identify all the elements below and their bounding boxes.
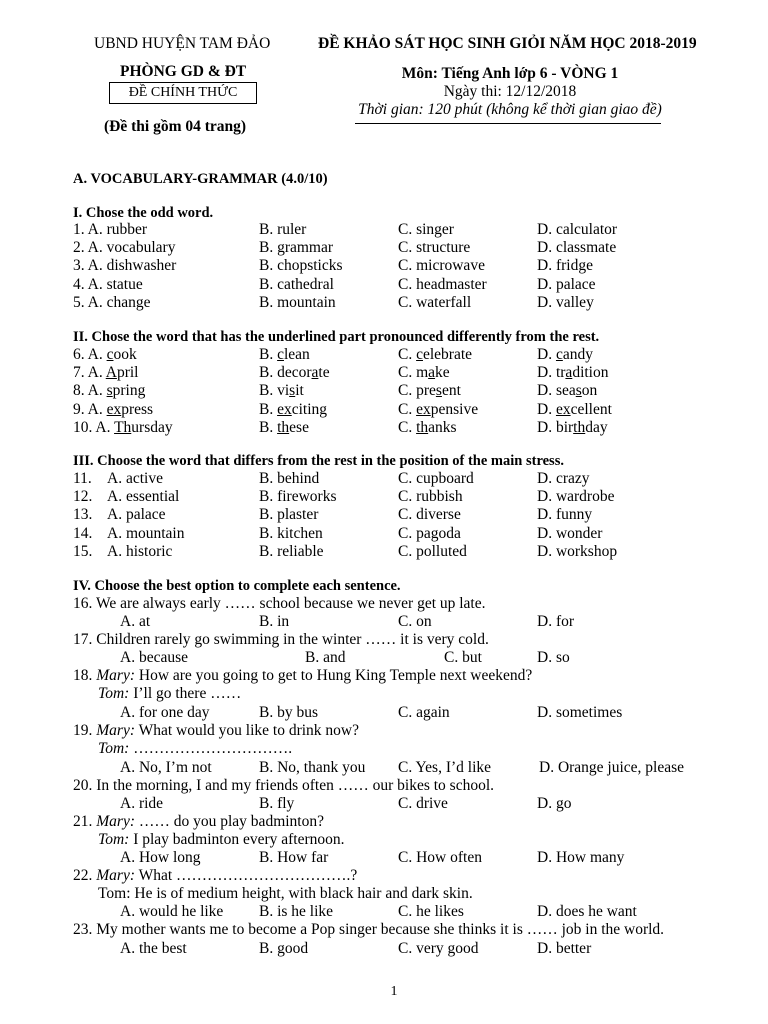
part2-q7-option — [537, 364, 608, 382]
question-23: 23. My mother wants me to become a Pop singer because she thinks it is …… job in the world. — [73, 921, 665, 938]
option-text: lean — [283, 346, 310, 363]
part2-q9-option — [73, 401, 153, 419]
part1-q2-option: D. classmate — [537, 239, 617, 257]
q19-option-b: B. No, thank you — [259, 759, 366, 776]
q21-reply: Tom: I play badminton every afternoon. — [98, 831, 345, 848]
part3-q13-option: D. funny — [537, 506, 593, 524]
option-text: 8. A. — [73, 382, 107, 400]
option-text: ook — [113, 346, 137, 363]
part1-q2-option: C. structure — [398, 239, 471, 257]
part1-q1-option: D. calculator — [537, 221, 618, 238]
q22-option-a: A. would he like — [120, 903, 224, 920]
underlined-sound: c — [106, 346, 114, 363]
option-text: B. vi — [259, 382, 290, 400]
part2-q7-option — [259, 364, 330, 382]
question-21: 21. Mary: …… do you play badminton? — [73, 813, 324, 830]
part2-q8-option — [398, 382, 461, 400]
part3-q12-option: D. wardrobe — [537, 488, 615, 506]
official-stamp-box: ĐỀ CHÍNH THỨC — [109, 82, 257, 104]
q21-option-b: B. How far — [259, 849, 329, 866]
part2-q10-option — [73, 419, 173, 437]
q17-option-b: B. and — [305, 649, 346, 666]
q17-option-a: A. because — [120, 649, 188, 666]
part2-q6-option — [259, 346, 310, 364]
q19-reply: Tom: …………………………. — [98, 740, 293, 757]
part2-q8-option — [73, 382, 145, 400]
underlined-sound: ex — [555, 400, 571, 418]
part1-q4-option: D. palace — [537, 275, 596, 293]
part1-q5-option: C. waterfall — [398, 293, 472, 311]
option-text: pensive — [430, 400, 479, 418]
q19-option-c: C. Yes, I’d like — [398, 759, 492, 776]
q23-option-d: D. better — [537, 940, 592, 957]
part1-q3-option: C. microwave — [398, 257, 485, 275]
part1-q1-option: C. singer — [398, 221, 454, 238]
q21-option-d: D. How many — [537, 849, 625, 866]
part3-q14-option: B. kitchen — [259, 524, 323, 542]
part1-q2-option: 2. A. vocabulary — [73, 239, 176, 257]
part4-title: IV. Choose the best option to complete each sentence. — [73, 578, 401, 594]
part1-q5-option: 5. A. change — [73, 293, 151, 311]
option-text: 6. A. — [73, 346, 107, 363]
part1-q3-option: B. chopsticks — [259, 257, 343, 275]
part2-q6-option — [537, 346, 593, 364]
part2-q10-option — [398, 419, 457, 437]
part2-q10-option — [259, 419, 309, 437]
part2-q9-option — [259, 401, 327, 419]
q18-option-c: C. again — [398, 704, 450, 721]
option-text: C. — [398, 346, 417, 363]
q18-option-a: A. for one day — [120, 704, 210, 721]
part3-q11-number: 11. — [73, 470, 92, 487]
underlined-sound: Th — [114, 418, 132, 436]
underlined-sound: c — [416, 346, 423, 363]
q22-option-b: B. is he like — [259, 903, 334, 920]
part3-q13-number: 13. — [73, 506, 93, 524]
question-16: 16. We are always early …… school because we never get up late. — [73, 595, 486, 612]
part3-q14-number: 14. — [73, 524, 93, 542]
part1-q3-option: 3. A. dishwasher — [73, 257, 177, 275]
page-number: 1 — [390, 984, 398, 999]
option-text: it — [295, 382, 304, 400]
underlined-sound: s — [289, 382, 296, 400]
q22-option-d: D. does he want — [537, 903, 637, 920]
part1-q2-option: B. grammar — [259, 239, 334, 257]
option-text: D. tr — [537, 364, 566, 382]
part3-q15-option: B. reliable — [259, 542, 324, 560]
part2-q7-option — [398, 364, 450, 382]
option-text: 10. A. — [73, 418, 115, 436]
part3-q14-option: A. mountain — [107, 524, 185, 542]
underlined-sound: th — [277, 418, 290, 436]
part2-q10-option — [537, 419, 608, 437]
option-text: D. sea — [537, 382, 576, 400]
part2-q9-option — [398, 401, 478, 419]
option-text: D. — [537, 346, 556, 363]
option-text: C. m — [398, 364, 429, 382]
option-text: ese — [289, 418, 309, 436]
option-text: pring — [112, 382, 146, 400]
option-text: press — [121, 400, 154, 418]
q20-option-c: C. drive — [398, 795, 448, 812]
pages-note: (Đề thi gồm 04 trang) — [104, 118, 247, 135]
option-text: D. bir — [537, 418, 574, 436]
option-text: cellent — [570, 400, 612, 418]
option-text: andy — [562, 346, 593, 363]
option-text: elebrate — [422, 346, 473, 363]
part3-q13-option: B. plaster — [259, 506, 319, 524]
exam-title: ĐỀ KHẢO SÁT HỌC SINH GIỎI NĂM HỌC 2018-2019 — [318, 35, 697, 52]
underlined-sound: s — [435, 382, 442, 400]
part2-q8-option — [537, 382, 597, 400]
q16-option-a: A. at — [120, 613, 151, 630]
option-text: 9. A. — [73, 400, 107, 418]
underlined-sound: s — [106, 382, 113, 400]
q21-option-a: A. How long — [120, 849, 201, 866]
option-text: on — [581, 382, 598, 400]
part1-q3-option: D. fridge — [537, 257, 593, 275]
q19-option-d: D. Orange juice, please — [539, 759, 685, 776]
part3-q11-option: D. crazy — [537, 470, 590, 487]
option-text: pril — [116, 364, 139, 382]
option-text: C. — [398, 418, 417, 436]
question-18: 18. Mary: How are you going to get to Hung King Temple next weekend? — [73, 667, 533, 684]
option-text: ursday — [131, 418, 173, 436]
q17-option-d: D. so — [537, 649, 570, 666]
exam-duration: Thời gian: 120 phút (không kể thời gian giao đề) — [358, 101, 662, 118]
part1-q1-option: 1. A. rubber — [73, 221, 148, 238]
q17-option-c: C. but — [444, 649, 482, 666]
part2-q6-option — [398, 346, 472, 364]
part3-q11-option: C. cupboard — [398, 470, 474, 487]
underlined-sound: a — [565, 364, 573, 382]
q20-option-a: A. ride — [120, 795, 164, 812]
option-text: C. pre — [398, 382, 436, 400]
option-text: ke — [435, 364, 450, 382]
part3-q11-option: B. behind — [259, 470, 320, 487]
q21-option-c: C. How often — [398, 849, 482, 866]
part3-q11-option: A. active — [107, 470, 163, 487]
option-text: C. — [398, 400, 417, 418]
question-22: 22. Mary: What …………………………….? — [73, 867, 358, 884]
exam-subject: Môn: Tiếng Anh lớp 6 - VÒNG 1 — [401, 65, 619, 82]
part3-q15-option: D. workshop — [537, 542, 618, 560]
option-text: D. — [537, 400, 556, 418]
option-text: B. decor — [259, 364, 312, 382]
part2-title: II. Chose the word that has the underlined part pronounced differently from the rest. — [73, 329, 600, 345]
question-19: 19. Mary: What would you like to drink now? — [73, 722, 360, 739]
underlined-sound: ex — [106, 400, 122, 418]
q22-reply: Tom: He is of medium height, with black hair and dark skin. — [98, 885, 473, 902]
part3-q13-option: A. palace — [107, 506, 166, 524]
q22-option-c: C. he likes — [398, 903, 464, 920]
q23-option-c: C. very good — [398, 940, 479, 957]
option-text: B. — [259, 346, 278, 363]
option-text: 7. A. — [73, 364, 106, 382]
q16-option-b: B. in — [259, 613, 290, 630]
part3-q14-option: D. wonder — [537, 524, 603, 542]
underlined-sound: a — [311, 364, 319, 382]
q16-option-d: D. for — [537, 613, 575, 630]
question-20: 20. In the morning, I and my friends often …… our bikes to school. — [73, 777, 495, 794]
section-a-title: A. VOCABULARY-GRAMMAR (4.0/10) — [73, 171, 328, 187]
underlined-sound: a — [428, 364, 436, 382]
part3-q12-number: 12. — [73, 488, 93, 506]
header-org: UBND HUYỆN TAM ĐẢO — [94, 35, 271, 52]
underlined-sound: th — [416, 418, 429, 436]
part3-q15-option: C. polluted — [398, 542, 467, 560]
part3-q13-option: C. diverse — [398, 506, 461, 524]
part3-q15-option: A. historic — [107, 542, 173, 560]
q23-option-a: A. the best — [120, 940, 187, 957]
option-text: citing — [291, 400, 328, 418]
option-text: B. — [259, 418, 278, 436]
part1-q4-option: C. headmaster — [398, 275, 487, 293]
part2-q7-option — [73, 364, 138, 382]
q18-reply: Tom: I’ll go there …… — [98, 685, 242, 702]
option-text: anks — [428, 418, 457, 436]
part2-q9-option — [537, 401, 612, 419]
underlined-sound: s — [575, 382, 582, 400]
part3-q12-option: A. essential — [107, 488, 180, 506]
part1-q4-option: 4. A. statue — [73, 275, 143, 293]
underlined-sound: c — [277, 346, 284, 363]
part3-q12-option: B. fireworks — [259, 488, 337, 506]
q18-option-d: D. sometimes — [537, 704, 623, 721]
option-text: dition — [572, 364, 609, 382]
underlined-sound: A — [105, 364, 117, 382]
part1-q1-option: B. ruler — [259, 221, 307, 238]
option-text: B. — [259, 400, 278, 418]
part2-q6-option — [73, 346, 137, 364]
q19-option-a: A. No, I’m not — [120, 759, 212, 776]
part3-q14-option: C. pagoda — [398, 524, 461, 542]
exam-date: Ngày thi: 12/12/2018 — [443, 83, 577, 100]
header-dept: PHÒNG GD & ĐT — [120, 63, 247, 80]
underlined-sound: c — [555, 346, 563, 363]
underlined-sound: ex — [416, 400, 431, 418]
q20-option-b: B. fly — [259, 795, 295, 812]
part3-q12-option: C. rubbish — [398, 488, 463, 506]
part3-title: III. Choose the word that differs from the rest in the position of the main stress. — [73, 453, 564, 469]
q20-option-d: D. go — [537, 795, 572, 812]
option-text: ent — [441, 382, 461, 400]
underlined-sound: ex — [277, 400, 292, 418]
part1-q5-option: D. valley — [537, 293, 594, 311]
option-text: day — [585, 418, 608, 436]
header-rule — [355, 123, 661, 124]
question-17: 17. Children rarely go swimming in the winter …… it is very cold. — [73, 631, 489, 648]
part1-title: I. Chose the odd word. — [73, 205, 214, 221]
q18-option-b: B. by bus — [259, 704, 318, 721]
q16-option-c: C. on — [398, 613, 432, 630]
underlined-sound: th — [573, 418, 586, 436]
q23-option-b: B. good — [259, 940, 309, 957]
part1-q4-option: B. cathedral — [259, 275, 334, 293]
part1-q5-option: B. mountain — [259, 293, 336, 311]
part3-q15-number: 15. — [73, 542, 93, 560]
part2-q8-option — [259, 382, 304, 400]
option-text: te — [318, 364, 330, 382]
